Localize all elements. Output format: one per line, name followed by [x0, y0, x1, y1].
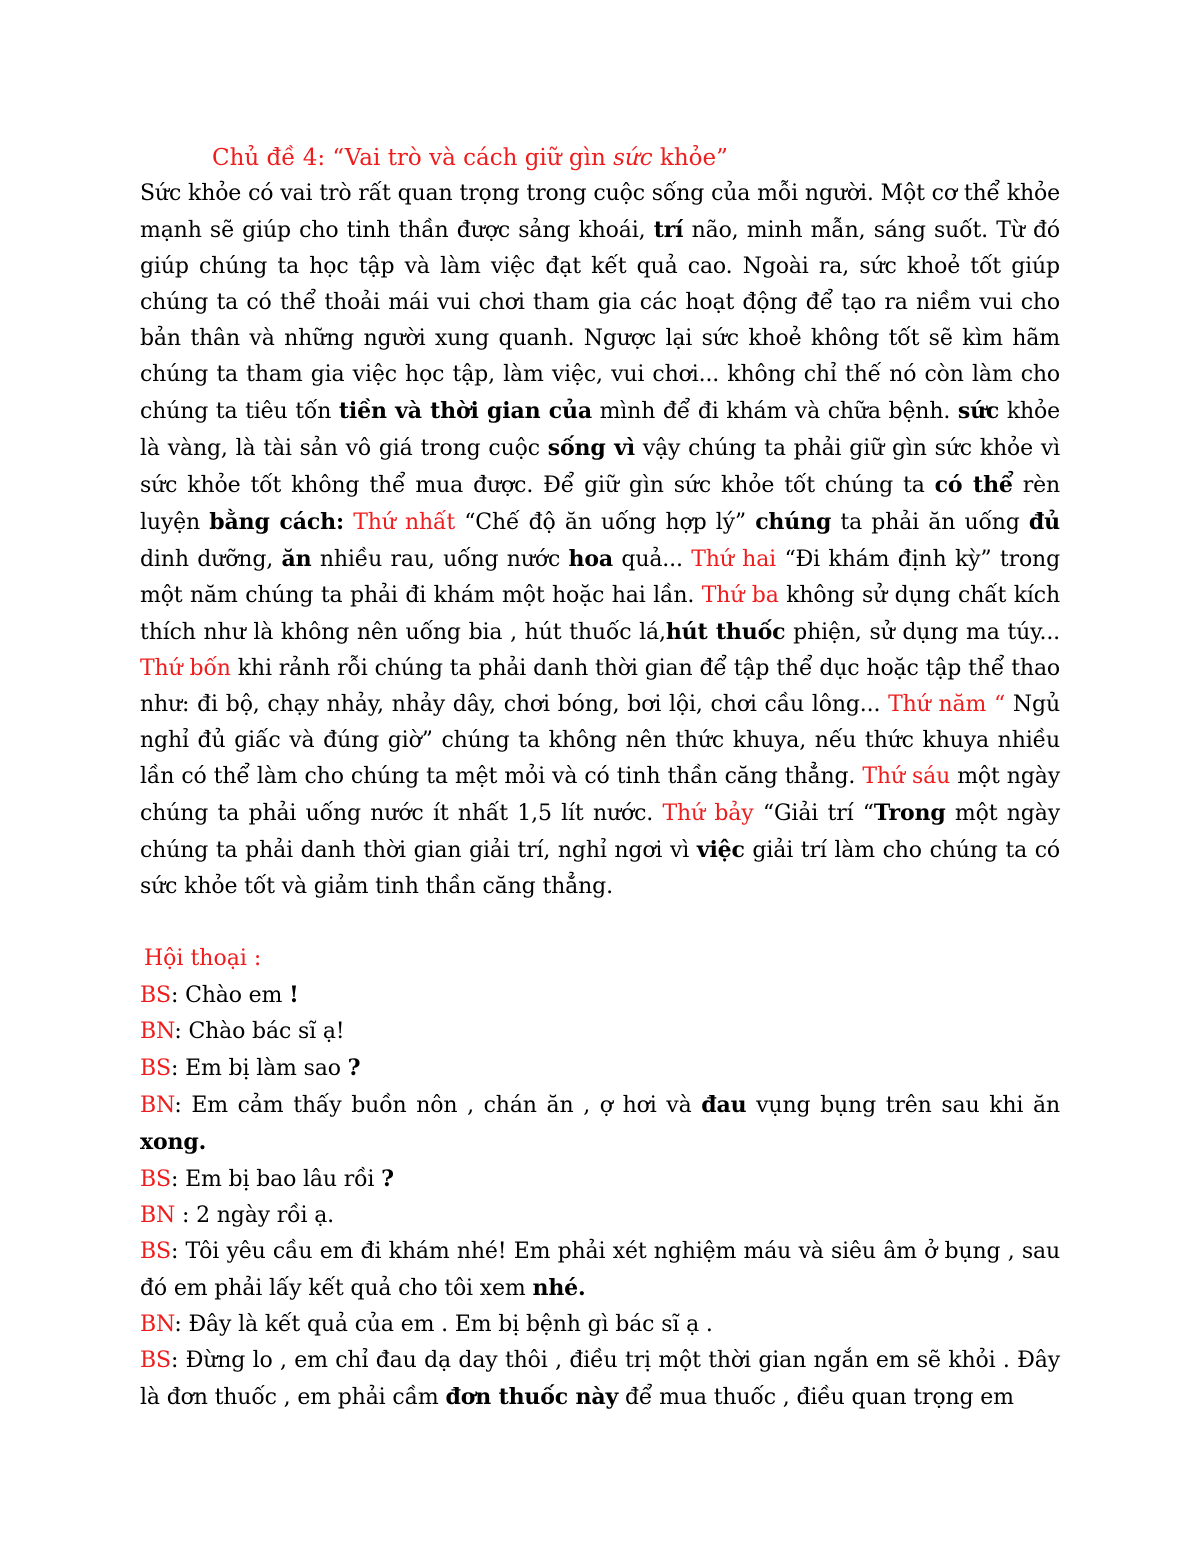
bold-text: bằng cách: — [209, 509, 344, 535]
speaker-separator: : — [174, 1019, 189, 1044]
text-run: “Giải trí “ — [753, 801, 874, 826]
bold-text: ? — [381, 1166, 394, 1192]
highlight-text: Thứ ba — [701, 583, 779, 608]
highlight-text: Thứ bốn — [140, 656, 231, 681]
dialog-line — [140, 1087, 1060, 1161]
text-run: quả... — [613, 547, 692, 572]
dialog-line — [140, 1050, 1060, 1087]
main-paragraph — [140, 176, 1060, 905]
bold-text: tiền và thời gian của — [338, 398, 592, 424]
bold-text: sức — [957, 398, 1000, 424]
dialog-line — [140, 1234, 1060, 1307]
highlight-text: Thứ năm — [888, 692, 987, 717]
text-run: Chào bác sĩ ạ! — [188, 1019, 345, 1044]
speaker-label: BS — [140, 1239, 171, 1264]
bold-text: xong. — [140, 1129, 207, 1155]
bold-text: có thể — [934, 472, 1013, 498]
bold-text: nhé. — [532, 1275, 586, 1301]
text-run: Tôi yêu cầu em đi khám nhé! Em phải xét nghiệm máu và siêu âm ở bụng , sau đó em phải lấy kết quả cho tôi xem — [140, 1239, 1060, 1301]
speaker-separator: : — [170, 1167, 186, 1192]
text-run: Chào em — [185, 983, 290, 1008]
highlight-text: Thứ nhất — [353, 510, 456, 535]
text-run: Sức khỏe có vai trò rất quan trọng trong cuộc sống của mỗi người. Một cơ thể khỏe mạnh sẽ giúp cho tinh thần được sảng khoái, — [140, 181, 1060, 243]
speaker-label: BN — [140, 1019, 175, 1044]
text-run: Ngủ nghỉ đủ giấc và đúng giờ” chúng ta không nên thức khuya, nếu thức khuya nhiều lần có thể làm cho chúng ta mệt mỏi và có tinh thần căng thẳng. — [140, 692, 1060, 789]
text-run: Em cảm thấy buồn nôn , chán ăn , ợ hơi và — [191, 1093, 702, 1118]
bold-text: chúng — [755, 509, 832, 535]
text-run: khi rảnh rỗi chúng ta phải danh thời gian để tập thể dục hoặc tập thể thao như: đi bộ, chạy nhảy, nhảy dây, chơi bóng, bơi lội, chơi cầu lông... — [140, 656, 1061, 717]
dialog-heading: Hội thoại : — [144, 946, 262, 971]
speaker-separator: : — [174, 1093, 192, 1118]
bold-text: ? — [347, 1055, 361, 1081]
speaker-label: BN — [140, 1312, 175, 1337]
dialog-line — [140, 1198, 1060, 1234]
text-run: 2 ngày rồi ạ. — [196, 1203, 335, 1228]
dialog-line — [140, 1161, 1060, 1198]
text-run: phiện, sử dụng ma túy... — [785, 620, 1061, 645]
speaker-label: BS — [140, 983, 171, 1008]
text-run: không sử dụng chất kích thích như là không nên uống bia , hút thuốc lá, — [140, 583, 1060, 645]
bold-text: đủ — [1028, 509, 1060, 535]
dialog-section — [140, 977, 1060, 1416]
speaker-separator: : — [170, 983, 186, 1008]
text-run: một ngày chúng ta phải danh thời gian giải trí, nghỉ ngơi vì — [140, 801, 1060, 863]
text-run: vụng bụng trên sau khi ăn — [746, 1093, 1060, 1118]
bold-text: hút thuốc — [665, 619, 786, 645]
dialog-line — [140, 977, 1060, 1014]
text-run: khỏe là vàng, là tài sản vô giá trong cuộc — [140, 399, 1060, 461]
bold-text: trí — [653, 217, 684, 243]
speaker-separator: : — [174, 1312, 189, 1337]
text-run: nhiều rau, uống nước — [311, 547, 569, 572]
text-run: “Đi khám định kỳ” trong một năm chúng ta phải đi khám một hoặc hai lần. — [140, 547, 1061, 608]
paragraph-gap — [140, 905, 1060, 941]
speaker-separator: : — [175, 1203, 197, 1228]
text-run: một ngày chúng ta phải uống nước ít nhất 1,5 lít nước. — [140, 764, 1061, 826]
speaker-separator: : — [170, 1239, 186, 1264]
highlight-text: Thứ hai — [691, 547, 777, 572]
bold-text: ăn — [281, 546, 312, 572]
highlight-text: Thứ sáu — [862, 764, 951, 789]
title-text: Chủ đề 4: “Vai trò và cách giữ gìn — [212, 145, 614, 171]
title-italic-text: sức — [613, 145, 653, 171]
text-run: “Chế độ ăn uống hợp lý” — [455, 510, 756, 535]
document-title — [212, 140, 1060, 176]
dialog-line — [140, 1307, 1060, 1343]
text-run: mình để đi khám và chữa bệnh. — [591, 399, 958, 424]
text-run: Em bị bao lâu rồi — [185, 1167, 382, 1192]
text-run — [344, 510, 353, 535]
highlight-text: Thứ bảy — [662, 801, 754, 826]
text-run: Đây là kết quả của em . Em bị bệnh gì bác sĩ ạ . — [188, 1312, 713, 1337]
speaker-label: BN — [140, 1203, 176, 1228]
bold-text: đau — [701, 1092, 747, 1118]
text-run: Em bị làm sao — [185, 1056, 348, 1081]
bold-text: sống vì — [547, 435, 635, 461]
speaker-separator: : — [170, 1056, 186, 1081]
bold-text: ! — [289, 982, 299, 1008]
text-run: giải trí làm cho chúng ta có sức khỏe tốt và giảm tinh thần căng thẳng. — [140, 838, 1060, 899]
dialog-line — [140, 1343, 1060, 1416]
text-run: Đừng lo , em chỉ đau dạ day thôi , điều trị một thời gian ngắn em sẽ khỏi . Đây là đơn thuốc , em phải cầm — [140, 1348, 1060, 1410]
speaker-separator: : — [170, 1348, 186, 1373]
bold-text: hoa — [568, 546, 613, 572]
bold-text: việc — [696, 837, 745, 863]
speaker-label: BS — [140, 1348, 171, 1373]
text-run: để mua thuốc , điều quan trọng em — [618, 1385, 1014, 1410]
text-run: rèn luyện — [140, 473, 1060, 535]
dialog-line — [140, 1014, 1060, 1050]
speaker-label: BN — [140, 1093, 175, 1118]
highlight-text: “ — [986, 692, 1006, 717]
bold-text: đơn thuốc này — [445, 1384, 619, 1410]
title-end-text: khỏe” — [652, 145, 728, 171]
speaker-label: BS — [140, 1056, 171, 1081]
text-run: vậy chúng ta phải giữ gìn sức khỏe vì sức khỏe tốt không thể mua được. Để giữ gìn sức khỏe tốt chúng ta — [140, 436, 1060, 498]
bold-text: Trong — [873, 800, 946, 826]
text-run: ta phải ăn uống — [831, 510, 1029, 535]
speaker-label: BS — [140, 1167, 171, 1192]
text-run: dinh dưỡng, — [140, 547, 282, 572]
text-run: não, minh mẫn, sáng suốt. Từ đó giúp chúng ta học tập và làm việc đạt kết quả cao. Ngoài ra, sức khoẻ tốt giúp chúng ta có thể thoải mái vui chơi tham gia các hoạt động để tạo ra niềm vui cho bản thân và những người xung quanh. Ngược lại sức khoẻ không tốt sẽ kìm hãm chúng ta tham gia việc học tập, làm việc, vui chơi... không chỉ thế nó còn làm cho chúng ta tiêu tốn — [140, 218, 1061, 424]
document-page — [140, 140, 1060, 1416]
